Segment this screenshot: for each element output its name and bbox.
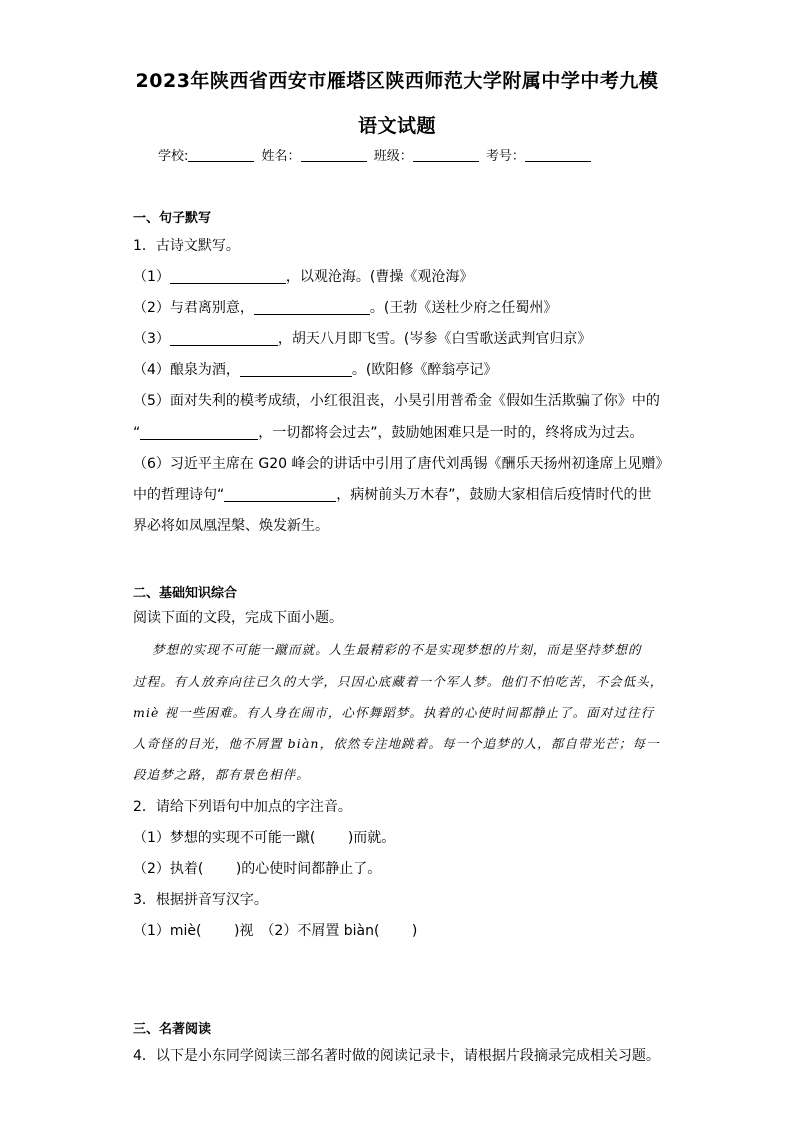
answer-blank[interactable] [224, 487, 336, 502]
section-3-title: 三、名著阅读 [133, 1022, 212, 1037]
q1-item-4-text-b: 。(欧阳修《醉翁亭记》 [351, 362, 498, 378]
q2-item-2: （2）执着( )的心使时间都静止了。 [133, 861, 382, 877]
question-3: 3．根据拼音写汉字。 [133, 892, 268, 908]
passage-line: 过程。有人放弃向往已久的大学，只因心底藏着一个军人梦。他们不怕吃苦，不会低头， [133, 674, 664, 689]
passage-line: miè 视一些困难。有人身在闹市，心怀舞蹈梦。执着的心使时间都静止了。面对过往行 [133, 705, 655, 720]
section-1-title: 一、句子默写 [133, 211, 212, 226]
q1-item-1-text-a: （1） [133, 269, 170, 285]
question-1: 1．古诗文默写。 [133, 238, 240, 254]
q1-item-5-line-2 [133, 422, 644, 442]
passage-line: 段追梦之路，都有景色相伴。 [133, 767, 310, 782]
answer-blank[interactable] [170, 331, 278, 346]
answer-blank[interactable] [254, 300, 370, 315]
school-blank[interactable] [188, 148, 254, 162]
q1-item-3-text-b: ，胡天八月即飞雪。(岑参《白雪歌送武判官归京》 [277, 331, 592, 347]
q1-item-6-line-1: （6）习近平主席在 G20 峰会的讲话中引用了唐代刘禹锡《酬乐天扬州初逢席上见赠》 [133, 456, 670, 472]
q1-item-5-line-1: （5）面对失利的模考成绩，小红很沮丧，小昊引用普希金《假如生活欺骗了你》中的 [133, 393, 660, 409]
q1-item-3 [133, 328, 591, 348]
name-label: 姓名： [261, 149, 301, 164]
school-label: 学校: [158, 149, 189, 164]
q1-item-6-line-2 [133, 484, 652, 504]
name-blank[interactable] [301, 148, 367, 162]
q1-item-2 [133, 297, 557, 317]
exam-subtitle: 语文试题 [357, 115, 436, 137]
q1-item-2-text-b: 。(王勃《送杜少府之任蜀州》 [369, 300, 558, 316]
q1-item-4 [133, 359, 497, 379]
passage-line: 人奇怪的目光，他不屑置 biàn，依然专注地跳着。每一个追梦的人，都自带光芒；每一 [133, 736, 660, 751]
q1-item-5-quote-open: “ [133, 425, 141, 441]
q1-item-4-text-a: （4）酿泉为酒， [133, 362, 240, 378]
id-label: 考号： [485, 149, 525, 164]
q3-items: （1）miè( )视 （2）不屑置 biàn( ) [133, 923, 418, 939]
exam-title: 2023年陕西省西安市雁塔区陕西师范大学附属中学中考九模 [135, 70, 659, 92]
student-info-row [158, 145, 594, 164]
question-2: 2．请给下列语句中加点的字注音。 [133, 799, 352, 815]
class-label: 班级： [373, 149, 413, 164]
q1-item-6-line-3: 界必将如凤凰涅槃、焕发新生。 [133, 518, 329, 534]
answer-blank[interactable] [170, 269, 286, 284]
q1-item-3-text-a: （3） [133, 331, 170, 347]
q1-item-6-text-a: 中的哲理诗句“ [133, 487, 225, 503]
section-2-title: 二、基础知识综合 [133, 586, 238, 601]
answer-blank[interactable] [140, 425, 258, 440]
id-blank[interactable] [525, 148, 591, 162]
question-4: 4．以下是小东同学阅读三部名著时做的阅读记录卡，请根据片段摘录完成相关习题。 [133, 1048, 660, 1064]
q1-item-1 [133, 266, 473, 286]
q1-item-2-text-a: （2）与君离别意， [133, 300, 254, 316]
q1-item-5-text: ，一切都将会过去”，鼓励她困难只是一时的，终将成为过去。 [258, 425, 644, 441]
passage-line: 梦想的实现不可能一蹴而就。人生最精彩的不是实现梦想的片刻，而是坚持梦想的 [152, 642, 642, 657]
reading-instruction: 阅读下面的文段，完成下面小题。 [133, 610, 343, 626]
q1-item-6-text-b: ，病树前头万木春”，鼓励大家相信后疫情时代的世 [336, 487, 652, 503]
q2-item-1: （1）梦想的实现不可能一蹴( )而就。 [133, 830, 396, 846]
q1-item-1-text-b: ，以观沧海。(曹操《观沧海》 [285, 269, 474, 285]
class-blank[interactable] [413, 148, 479, 162]
answer-blank[interactable] [240, 362, 352, 377]
